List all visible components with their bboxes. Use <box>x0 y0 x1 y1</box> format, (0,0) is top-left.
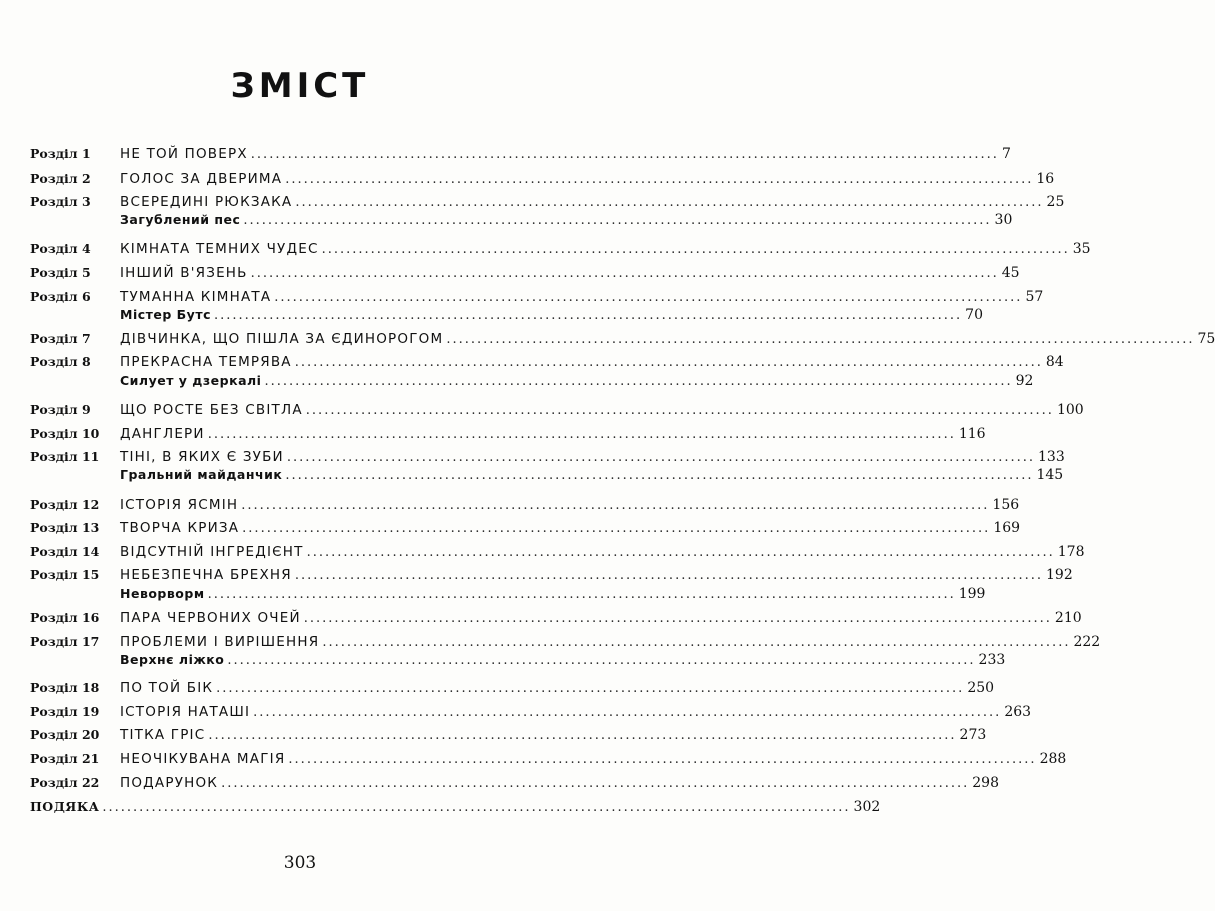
entry-page: 192 <box>1046 567 1073 583</box>
chapter-label: Розділ 22 <box>30 775 100 790</box>
entry-title: ПОДАРУНОК <box>120 775 219 791</box>
entry-title: Містер Бутс <box>120 307 211 322</box>
dot-leader: .......................................................................................................................... <box>214 308 963 323</box>
chapter-label: Розділ 3 <box>30 194 91 209</box>
entry-title: ТІТКА ГРІС <box>120 727 206 743</box>
entry-page: 133 <box>1038 449 1065 465</box>
entry-page: 178 <box>1057 544 1085 560</box>
entry-title: НЕ ТОЙ ПОВЕРХ <box>120 146 248 162</box>
dot-leader: .......................................................................................................................... <box>295 195 1044 210</box>
entry-title: ПОДЯКА <box>30 799 100 814</box>
entry-page: 288 <box>1039 751 1067 767</box>
entry-page: 84 <box>1045 354 1064 370</box>
chapter-label: Розділ 14 <box>30 544 100 559</box>
entry-title: ДАНГЛЕРИ <box>120 426 205 442</box>
toc-subentry-lost-dog[interactable] <box>120 212 1013 234</box>
dot-leader: .......................................................................................................................... <box>274 290 1023 305</box>
entry-page: 210 <box>1054 610 1082 626</box>
dot-leader: .......................................................................................................................... <box>241 498 990 513</box>
dot-leader: .......................................................................................................................... <box>294 355 1043 370</box>
entry-page: 16 <box>1036 171 1055 187</box>
dot-leader: .......................................................................................................................... <box>264 374 1013 389</box>
chapter-label: Розділ 13 <box>30 520 100 535</box>
entry-title: ВІДСУТНІЙ ІНГРЕДІЄНТ <box>120 544 304 560</box>
dot-leader: .......................................................................................................................... <box>250 147 999 162</box>
toc-entry-chapter-5[interactable] <box>30 265 1020 287</box>
entry-title: ДІВЧИНКА, ЩО ПІШЛА ЗА ЄДИНОРОГОМ <box>120 331 444 347</box>
dot-leader: .......................................................................................................................... <box>294 568 1044 583</box>
dot-leader: .......................................................................................................................... <box>303 611 1052 626</box>
chapter-label: Розділ 16 <box>30 610 100 625</box>
dot-leader: .......................................................................................................................... <box>285 172 1034 187</box>
page-title: ЗМІСТ <box>230 66 370 106</box>
entry-page: 75 <box>1197 331 1215 347</box>
entry-title: ІСТОРІЯ НАТАШІ <box>120 704 251 720</box>
entry-title: Гральний майданчик <box>120 467 283 482</box>
entry-page: 116 <box>958 426 986 442</box>
entry-title: ПРОБЛЕМИ І ВИРІШЕННЯ <box>120 634 320 650</box>
entry-title: ГОЛОС ЗА ДВЕРИМА <box>120 171 283 187</box>
entry-title: ПАРА ЧЕРВОНИХ ОЧЕЙ <box>120 610 301 626</box>
dot-leader: .......................................................................................................................... <box>207 427 956 442</box>
entry-page: 250 <box>967 680 995 696</box>
entry-title: КІМНАТА ТЕМНИХ ЧУДЕС <box>120 241 319 257</box>
entry-title: НЕОЧІКУВАНА МАГІЯ <box>120 751 286 767</box>
toc-entry-chapter-20[interactable] <box>30 727 987 749</box>
chapter-label: Розділ 17 <box>30 634 100 649</box>
toc-entry-chapter-7[interactable] <box>30 331 1215 353</box>
toc-entry-chapter-4[interactable] <box>30 241 1091 263</box>
entry-page: 302 <box>853 799 881 815</box>
entry-title: ТУМАННА КІМНАТА <box>120 289 272 305</box>
dot-leader: .......................................................................................................................... <box>242 521 991 536</box>
dot-leader: .......................................................................................................................... <box>285 468 1034 483</box>
entry-page: 7 <box>1001 146 1011 162</box>
chapter-label: Розділ 1 <box>30 146 91 161</box>
entry-title: Верхнє ліжко <box>120 652 225 667</box>
entry-title: ТВОРЧА КРИЗА <box>120 520 240 536</box>
entry-title: ІСТОРІЯ ЯСМІН <box>120 497 239 513</box>
entry-page: 169 <box>993 520 1021 536</box>
dot-leader: .......................................................................................................................... <box>253 705 1002 720</box>
chapter-label: Розділ 5 <box>30 265 91 280</box>
toc-subentry-neverworm[interactable] <box>120 586 986 608</box>
chapter-label: Розділ 19 <box>30 704 100 719</box>
chapter-label: Розділ 4 <box>30 241 91 256</box>
toc-entry-chapter-2[interactable] <box>30 171 1055 193</box>
chapter-label: Розділ 6 <box>30 289 91 304</box>
chapter-label: Розділ 10 <box>30 426 100 441</box>
chapter-label: Розділ 21 <box>30 751 100 766</box>
toc-subentry-top-bunk[interactable] <box>120 652 1006 674</box>
entry-title: ЩО РОСТЕ БЕЗ СВІТЛА <box>120 402 303 418</box>
chapter-label: Розділ 8 <box>30 354 91 369</box>
entry-title: Неворворм <box>120 586 205 601</box>
dot-leader: .......................................................................................................................... <box>446 332 1195 347</box>
chapter-label: Розділ 20 <box>30 727 100 742</box>
entry-title: ПО ТОЙ БІК <box>120 680 214 696</box>
entry-title: НЕБЕЗПЕЧНА БРЕХНЯ <box>120 567 292 583</box>
toc-subentry-silhouette[interactable] <box>120 373 1034 395</box>
dot-leader: .......................................................................................................................... <box>250 266 999 281</box>
toc-entry-chapter-21[interactable] <box>30 751 1067 773</box>
page-number: 303 <box>283 853 317 873</box>
entry-page: 35 <box>1072 241 1091 257</box>
dot-leader: .......................................................................................................................... <box>321 242 1070 257</box>
toc-subentry-playground[interactable] <box>120 467 1064 489</box>
chapter-label: Розділ 11 <box>30 449 100 464</box>
entry-title: ІНШИЙ В'ЯЗЕНЬ <box>120 265 248 281</box>
entry-page: 156 <box>992 497 1020 513</box>
toc-subentry-mister-boots[interactable] <box>120 307 983 329</box>
dot-leader: .......................................................................................................................... <box>227 653 976 668</box>
entry-title: ПРЕКРАСНА ТЕМРЯВА <box>120 354 292 370</box>
entry-title: Загублений пес <box>120 212 241 227</box>
toc-entry-chapter-19[interactable] <box>30 704 1032 726</box>
dot-leader: .......................................................................................................................... <box>288 752 1037 767</box>
entry-title: ТІНІ, В ЯКИХ Є ЗУБИ <box>120 449 284 465</box>
dot-leader: .......................................................................................................................... <box>286 450 1036 465</box>
entry-page: 70 <box>965 307 983 323</box>
chapter-label: Розділ 2 <box>30 171 91 186</box>
chapter-label: Розділ 9 <box>30 402 91 417</box>
chapter-label: Розділ 15 <box>30 567 100 582</box>
toc-entry-chapter-16[interactable] <box>30 610 1082 632</box>
chapter-label: Розділ 7 <box>30 331 91 346</box>
toc-entry-chapter-18[interactable] <box>30 680 995 702</box>
entry-page: 30 <box>994 212 1013 228</box>
toc-entry-chapter-14[interactable] <box>30 544 1085 566</box>
toc-entry-chapter-10[interactable] <box>30 426 986 448</box>
entry-page: 100 <box>1056 402 1084 418</box>
toc-entry-chapter-1[interactable] <box>30 146 1011 168</box>
dot-leader: .......................................................................................................................... <box>221 776 970 791</box>
dot-leader: .......................................................................................................................... <box>322 635 1071 650</box>
toc-entry-chapter-12[interactable] <box>30 497 1020 519</box>
dot-leader: .......................................................................................................................... <box>216 681 965 696</box>
chapter-label: Розділ 18 <box>30 680 100 695</box>
entry-page: 145 <box>1036 467 1064 483</box>
dot-leader: .......................................................................................................................... <box>207 587 956 602</box>
entry-page: 57 <box>1025 289 1044 305</box>
entry-page: 273 <box>959 727 987 743</box>
toc-entry-chapter-13[interactable] <box>30 520 1021 542</box>
entry-page: 222 <box>1073 634 1101 650</box>
entry-page: 263 <box>1004 704 1032 720</box>
dot-leader: .......................................................................................................................... <box>208 728 957 743</box>
entry-title: Силует у дзеркалі <box>120 373 262 388</box>
entry-page: 25 <box>1046 194 1065 210</box>
dot-leader: .......................................................................................................................... <box>102 800 851 815</box>
entry-page: 199 <box>958 586 986 602</box>
toc-entry-chapter-9[interactable] <box>30 402 1084 424</box>
entry-page: 45 <box>1001 265 1020 281</box>
toc-entry-acknowledgements[interactable] <box>30 799 881 821</box>
entry-page: 92 <box>1015 373 1034 389</box>
dot-leader: .......................................................................................................................... <box>305 403 1054 418</box>
entry-title: ВСЕРЕДИНІ РЮКЗАКА <box>120 194 293 210</box>
entry-page: 233 <box>978 652 1006 668</box>
chapter-label: Розділ 12 <box>30 497 100 512</box>
dot-leader: .......................................................................................................................... <box>306 545 1055 560</box>
dot-leader: .......................................................................................................................... <box>243 213 992 228</box>
entry-page: 298 <box>972 775 999 791</box>
toc-entry-chapter-22[interactable] <box>30 775 999 797</box>
